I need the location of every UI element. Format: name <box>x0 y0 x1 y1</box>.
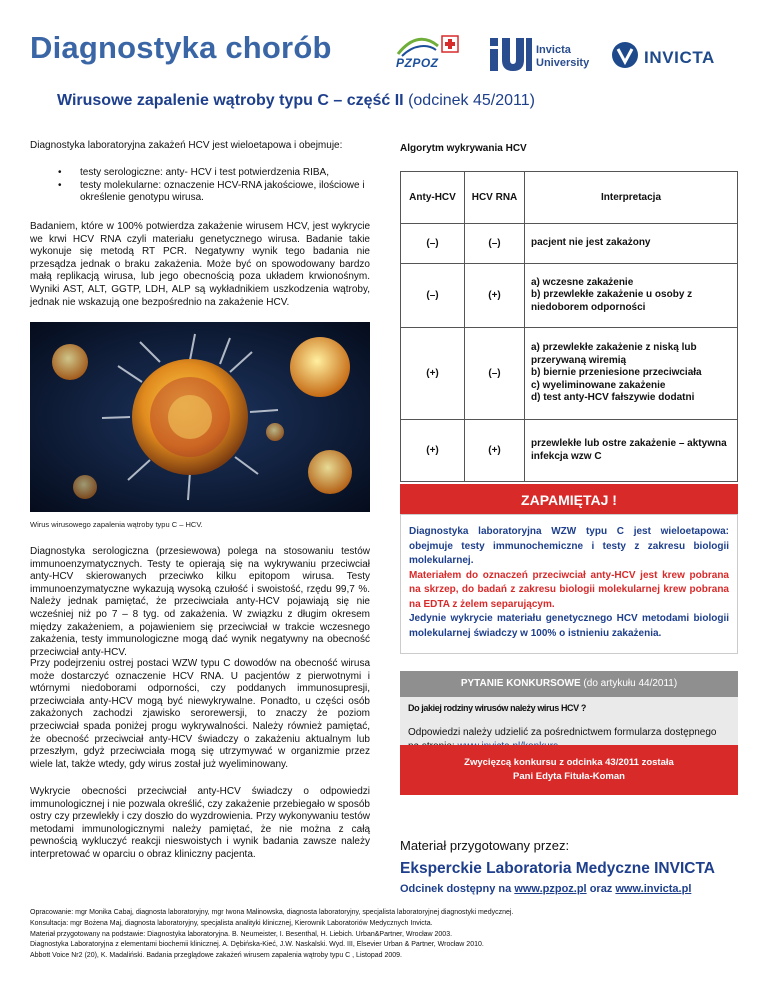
quiz-question: Do jakiej rodziny wirusów należy wirus HCV ? <box>408 703 586 713</box>
invicta-logo-icon <box>610 40 640 70</box>
iu-logo-line2: University <box>536 57 590 69</box>
remember-text-3: Jedynie wykrycie materiału genetycznego HCV metodami biologii molekularnej świadczy w 100% o istnieniu zakażenia. <box>409 613 729 639</box>
cell-interpretation: a) przewlekłe zakażenie z niską lub przerywaną wiremią b) biernie przeniesione przeciwciała c) wyeliminowane zakażenie d) test anty-HCV fałszywie dodatni <box>525 328 738 420</box>
cell-anty: (+) <box>401 420 465 482</box>
cell-interpretation: przewlekłe lub ostre zakażenie – aktywna infekcja wzw C <box>525 420 738 482</box>
bullet-icon: • <box>58 167 62 178</box>
cell-interpretation: pacjent nie jest zakażony <box>525 224 738 264</box>
footer-line: Opracowanie: mgr Monika Cabaj, diagnosta laboratoryjny, mgr Iwona Malinowska, diagnosta laboratoryjny, specjalista laboratoryjnej diagnostyki medycznej. <box>30 909 514 916</box>
remember-text-2: Materiałem do oznaczeń przeciwciał anty-HCV jest krew pobrana na skrzep, do badań z zakresu biologii molekularnej krew pobrana na EDTA z żelem separującym. <box>409 569 729 610</box>
footer-line: Diagnostyka Laboratoryjna z elementami biochemii klinicznej. A. Dębińska-Kieć, J.W. Naskalski. Wyd. III, Elsevier Urban & Partner, Wrocław 2010. <box>30 941 484 949</box>
table-row <box>401 264 738 328</box>
image-caption: Wirus wirusowego zapalenia wątroby typu C – HCV. <box>30 520 203 529</box>
list-item: • testy serologiczne: anty- HCV i test potwierdzenia RIBA, <box>58 167 329 178</box>
footer-line: Materiał przygotowany na podstawie: Diagnostyka laboratoryjna. B. Neumeister, I. Besenthal, H. Liebich. Urban&Partner, Wrocław 2003. <box>30 930 453 938</box>
column-header-hcv-rna: HCV RNA <box>465 172 525 224</box>
virus-illustration <box>30 322 370 512</box>
diagnostics-list <box>58 167 370 205</box>
cell-anty: (–) <box>401 224 465 264</box>
cell-rna: (–) <box>465 328 525 420</box>
intro-text: Diagnostyka laboratoryjna zakażeń HCV jest wieloetapowa i obejmuje: <box>30 140 343 151</box>
iu-logo-icon <box>488 34 534 74</box>
remember-header: ZAPAMIĘTAJ ! <box>400 484 738 514</box>
column-header-anty-hcv: Anty-HCV <box>401 172 465 224</box>
page-title: Diagnostyka chorób <box>30 30 332 65</box>
paragraph-serology: Diagnostyka serologiczna (przesiewowa) polega na stosowaniu testów immunoenzymatycznych. Testy te opierają się na wykrywaniu przeciwciał anty-HCV skierowanych przeciwko kilku epitopom wirusa. Testy immunoenzymatyczne wykazują wysoką czułość i swoistość, rzędu 99,7 %. Należy jednak pamiętać, że przeciwciała anty-HCV pojawiają się nie wcześniej niż po 7 – 8 tyg. od zakażenia. W związku z długim okresem między zakażeniem, a pojawieniem się przeciwciał w trakcie wczesnego zakażenia, testy immunologiczne mogą dać wynik negatywny na obecność przeciwciał anty-HCV. <box>30 546 370 658</box>
bullet-icon: • <box>58 179 62 191</box>
paragraph-rna: Badaniem, które w 100% potwierdza zakażenie wirusem HCV, jest wykrycie we krwi HCV RNA czyli materiału genetycznego wirusa. Badanie takie wykonuje się metodą RT PCR. Negatywny wynik tego badania nie przesądza jednak o braku zakażenia. Może być on spowodowany bardzo małą replikacją wirusa, lub jego obecnością poza układem krwionośnym. Wyniki AST, ALT, GGTP, LDH, ALP są wykładnikiem uszkodzenia wątroby, jednak nie wskazują one bezpośrednio na zakażenie HCV. <box>30 221 370 308</box>
prepared-by-label: Materiał przygotowany przez: <box>400 838 570 853</box>
pzpoz-logo <box>392 34 468 72</box>
hcv-virus-image <box>30 322 370 512</box>
cell-rna: (–) <box>465 224 525 264</box>
iu-logo-line1: Invicta <box>536 44 571 56</box>
table-row <box>401 420 738 482</box>
episode-links-mid: oraz <box>589 883 613 895</box>
footer-line: Abbott Voice Nr2 (20), K. Madaliński. Badania przeglądowe zakażeń wirusem zapalenia wątroby typu C , Listopad 2009. <box>30 952 402 960</box>
episode-links-prefix: Odcinek dostępny na <box>400 883 512 895</box>
quiz-answer-text: Odpowiedzi należy udzielić za pośrednictwem formularza dostępnego <box>408 727 717 738</box>
invicta-university-logo <box>488 34 598 76</box>
footer-credits <box>30 908 740 962</box>
episode-links <box>400 883 691 895</box>
algorithm-table <box>400 171 738 482</box>
pzpoz-link[interactable]: www.pzpoz.pl <box>514 883 587 895</box>
pzpoz-logo-text: PZPOZ <box>396 56 439 70</box>
article-subtitle <box>57 92 535 110</box>
winner-banner <box>400 745 738 795</box>
invicta-logo <box>610 40 750 74</box>
cell-rna: (+) <box>465 264 525 328</box>
table-row <box>401 224 738 264</box>
table-header-row <box>401 172 738 224</box>
remember-box <box>400 514 738 654</box>
remember-text-1: Diagnostyka laboratoryjna WZW typu C jest wieloetapowa: obejmuje testy immunochemiczne i testy z zakresu biologii molekularnej. <box>409 526 729 566</box>
quiz-header-suffix: (do artykułu 44/2011) <box>583 678 678 689</box>
cell-anty: (–) <box>401 264 465 328</box>
quiz-header <box>400 671 738 697</box>
paragraph-acute: Przy podejrzeniu ostrej postaci WZW typu C dowodów na obecność wirusa może dostarczyć oznaczenie HCV RNA. U pacjentów z pierwotnymi i wtórnymi niedoborami odporności, czy poddanych immunosupresji, przeciwciała anty-HCV mogą być niewykrywalne. Ponadto, u części osób zakażonych zachodzi zjawisko serorewersji, to znaczy że poziom przeciwciał spada poniżej progu wykrywalności. Należy również pamiętać, że obecność przeciwciał anty-HCV świadczy o zakażeniu aktualnym lub przeszłym, gdyż przeciwciała mogą się utrzymywać w organizmie przez wiele lat, także wtedy, gdy wirus został już wyeliminowany. <box>30 658 370 770</box>
subtitle-episode: (odcinek 45/2011) <box>408 92 535 109</box>
table-row <box>401 328 738 420</box>
paragraph-antibodies: Wykrycie obecności przeciwciał anty-HCV świadczy o odpowiedzi immunologicznej i nie pozwala określić, czy zakażenie przebiegało w sposób ostry czy przewlekły i czy doszło do wyzdrowienia. Przy wykonywaniu testów metodami immunologicznymi należy pamiętać, że nie można z całą pewnością wykluczyć reakcji nieswoistych i wynik badania zawsze należy interpretować w oparciu o obraz kliniczny pacjenta. <box>30 786 370 860</box>
pzpoz-logo-icon <box>392 34 468 58</box>
cell-rna: (+) <box>465 420 525 482</box>
footer-line: Konsultacja: mgr Bożena Maj, diagnosta laboratoryjny, specjalista analityki klinicznej, Kierownik Laboratoriów Medycznych Invicta. <box>30 919 433 927</box>
list-item: • testy molekularne: oznaczenie HCV-RNA jakościowe, ilościowe i określenie genotypu wirusa. <box>58 179 365 204</box>
invicta-logo-text: INVICTA <box>644 48 715 67</box>
algorithm-title: Algorytm wykrywania HCV <box>400 143 527 154</box>
winner-line-2: Pani Edyta Fituła-Koman <box>513 771 625 782</box>
column-header-interpretation: Interpretacja <box>525 172 738 224</box>
winner-line-1: Zwycięzcą konkursu z odcinka 43/2011 została <box>464 757 674 768</box>
quiz-header-title: PYTANIE KONKURSOWE <box>460 678 581 689</box>
cell-interpretation: a) wczesne zakażenie b) przewlekłe zakażenie u osoby z niedoborem odporności <box>525 264 738 328</box>
invicta-link[interactable]: www.invicta.pl <box>615 883 692 895</box>
cell-anty: (+) <box>401 328 465 420</box>
prepared-by-org: Eksperckie Laboratoria Medyczne INVICTA <box>400 860 715 877</box>
subtitle-main: Wirusowe zapalenie wątroby typu C – część II <box>57 92 404 109</box>
